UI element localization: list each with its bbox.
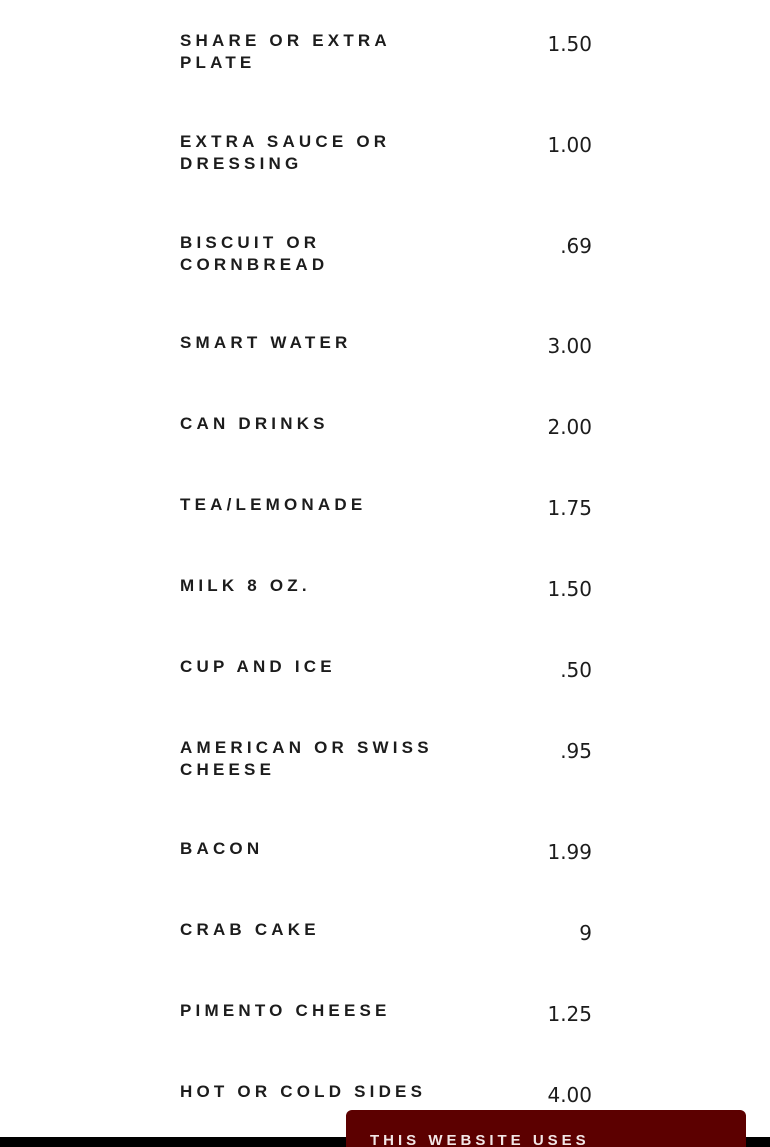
menu-item-name: CRAB CAKE [180,920,320,939]
menu-item-price: 2.00 [547,415,592,439]
menu-item-price: .50 [560,658,592,682]
menu-item-name: AMERICAN OR SWISS CHEESE [180,738,433,779]
menu-item-name: SHARE OR EXTRA PLATE [180,31,391,72]
menu-item-price: 1.50 [547,577,592,601]
menu-item-name: HOT OR COLD SIDES [180,1082,427,1101]
menu-item-price: 9 [579,921,592,945]
menu-item-name: PIMENTO CHEESE [180,1001,391,1020]
menu-item-price: 4.00 [547,1083,592,1107]
menu-item-name: BACON [180,839,264,858]
menu-item-name: MILK 8 OZ. [180,576,311,595]
menu-item-price: .69 [560,234,592,258]
menu-item-name: EXTRA SAUCE OR DRESSING [180,132,391,173]
menu-item-price: 1.25 [547,1002,592,1026]
menu-item-price: 3.00 [547,334,592,358]
menu-item-price: 1.00 [547,133,592,157]
menu-item-price: 1.99 [547,840,592,864]
cookie-consent-banner[interactable] [346,1110,746,1147]
menu-item-name: CUP AND ICE [180,657,336,676]
cookie-consent-text: THIS WEBSITE USES [370,1132,590,1147]
menu-item-name: SMART WATER [180,333,352,352]
menu-item-name: TEA/LEMONADE [180,495,367,514]
menu-item-name: CAN DRINKS [180,414,329,433]
menu-item-price: 1.50 [547,32,592,56]
menu-item-price: .95 [560,739,592,763]
menu-item-price: 1.75 [547,496,592,520]
menu-item-name: BISCUIT OR CORNBREAD [180,233,329,274]
